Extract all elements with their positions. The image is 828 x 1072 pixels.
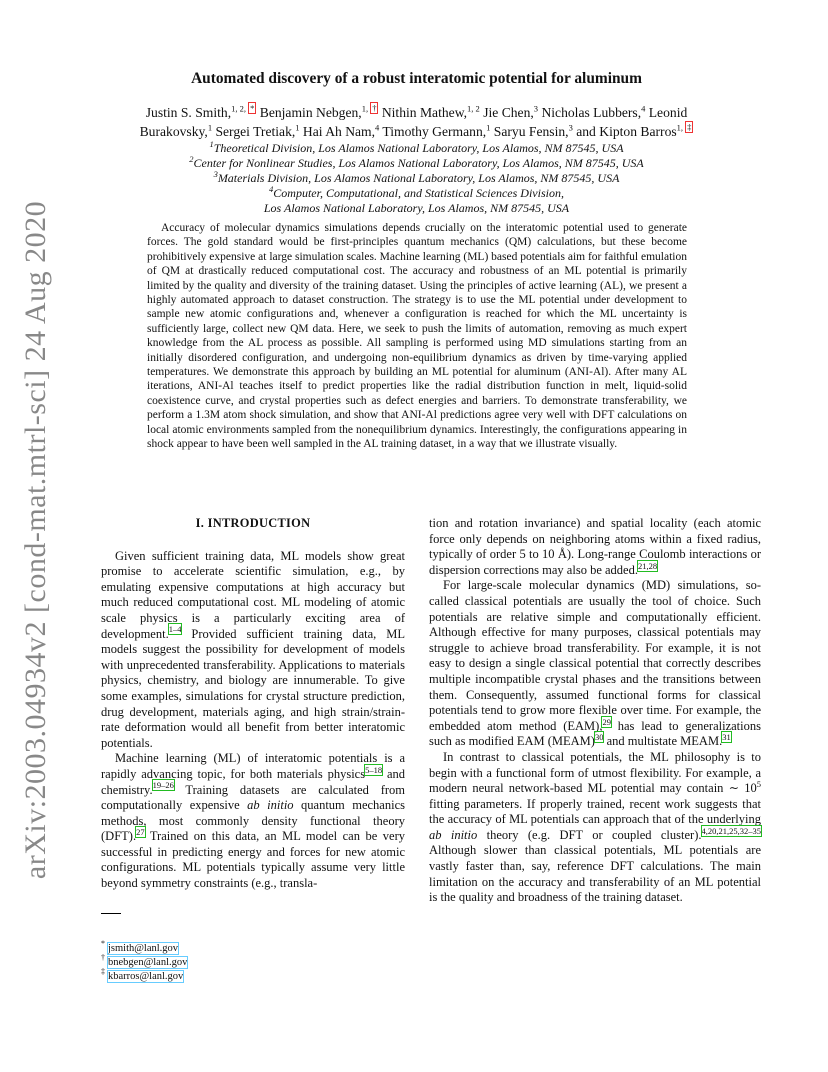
- citation-link[interactable]: 21,28: [637, 560, 658, 571]
- author-name: Nicholas Lubbers,: [538, 105, 642, 120]
- author-affiliation-mark: 3: [568, 122, 573, 133]
- footnote-mark: ‡: [101, 967, 105, 976]
- author-affiliation-mark: 3: [533, 103, 539, 114]
- affiliation-text: Computer, Computational, and Statistical Sciences Division,: [273, 186, 564, 200]
- author-list: [100, 103, 733, 141]
- affiliation-number: 2: [189, 154, 194, 164]
- citation-link[interactable]: 29: [602, 716, 611, 727]
- citation-link[interactable]: 19–26: [152, 780, 174, 791]
- author-affiliation-mark: 1: [486, 122, 491, 133]
- author-name: Sergei Tretiak,: [212, 124, 296, 139]
- affiliation-text: Center for Nonlinear Studies, Los Alamos National Laboratory, Los Alamos, NM 87545, USA: [193, 156, 644, 170]
- body-paragraph: Machine learning (ML) of interatomic potentials is a rapidly advancing topic, for both materials physics$^{5-18}$ and chemistry.$^{19-26}$ Training datasets are calculated from computationally expensive ab initio quantum mechanics methods, most commonly density functional theory (DFT).$^{27}$ Trained on this data, an ML model can be very successful in predicting energy and forces for new atomic configurations. ML potentials typically assume very little beyond symmetry constraints (e.g., transla-: [101, 751, 405, 891]
- author-name: Saryu Fensin,: [490, 124, 569, 139]
- affiliation-line: [100, 141, 733, 156]
- author-name: Timothy Germann,: [379, 124, 487, 139]
- body-paragraph: In contrast to classical potentials, the ML philosophy is to begin with a functional form of utmost flexibility. For example, a modern neural network-based ML potential may contain ∼ $10^5$ fitting parameters. If properly trained, recent work suggests that the accuracy of ML potentials can approach that of the underlying ab initio theory (e.g. DFT or coupled cluster).$^{4,20,21,25,32-35}$ Although slower than classical potentials, ML potentials are vastly faster than, say, reference DFT calculations. The main limitation on the accuracy and transferability of an ML potential is the quality and broadness of the training dataset.: [429, 749, 761, 905]
- section-heading-introduction: I. INTRODUCTION: [195, 516, 311, 530]
- affiliation-line: [100, 186, 733, 201]
- citation-link[interactable]: 30: [594, 732, 604, 743]
- left-column-paragraphs: [101, 549, 405, 892]
- body-paragraph: tion and rotation invariance) and spatial locality (each atomic force only depends on neighboring atoms within a fixed radius, typically of order 5 to 10 Å). Long-range Coulomb interactions or dispersion corrections may also be added.$^{21,28}$: [429, 516, 761, 577]
- footnote-email-link[interactable]: jsmith@lanl.gov: [108, 942, 179, 954]
- author-name: Jie Chen,: [479, 105, 534, 120]
- author-name: Hai Ah Nam,: [299, 124, 376, 139]
- author-footnote-link[interactable]: *: [250, 103, 255, 114]
- footnote: [101, 965, 183, 984]
- author-affiliation-mark: 4: [375, 122, 380, 133]
- arxiv-identifier: arXiv:2003.04934v2 [cond-mat.mtrl-sci] 24 Aug 2020: [19, 200, 52, 880]
- italic-term: ab initio: [247, 798, 294, 813]
- arxiv-sidebar-stamp: [14, 200, 58, 880]
- affiliation-number: 3: [213, 169, 218, 179]
- affiliations: [100, 141, 733, 216]
- citation-link[interactable]: 4,20,21,25,32–35: [701, 825, 761, 836]
- footnote-mark: †: [101, 953, 105, 962]
- citation-link[interactable]: 27: [136, 827, 145, 838]
- author-line-1: [100, 103, 733, 122]
- author-affiliation-mark: 1, 2: [467, 103, 480, 114]
- affiliation-number: 1: [209, 139, 214, 149]
- citation-link[interactable]: 5–18: [365, 764, 383, 775]
- abstract-text: Accuracy of molecular dynamics simulations depends crucially on the interatomic potential used to generate forces. The gold standard would be first-principles quantum mechanics (QM) calculations, but these become prohibitively expensive at large simulation scales. Machine learning (ML) based potentials aim for faithful emulation of QM at drastically reduced computational cost. The accuracy and robustness of an ML potential is primarily limited by the quality and diversity of the training dataset. Using the principles of active learning (AL), we present a highly automated approach to dataset construction. The strategy is to use the ML potential under development to sample new atomic configurations and, whenever a configuration is reached for which the ML uncertainty is sufficiently large, collect new QM data. Here, we seek to push the limits of automation, removing as much expert knowledge from the AL process as possible. All sampling is performed using MD simulations starting from an initially disordered configuration, and undergoing non-equilibrium dynamics as driven by time-varying applied temperatures. We demonstrate this approach by building an ML potential for aluminum (ANI-Al). After many AL iterations, ANI-Al teaches itself to predict properties like the radial distribution function in melt, liquid-solid coexistence curve, and crystal properties such as defect energies and barriers. To demonstrate transferability, we perform a 1.3M atom shock simulation, and show that ANI-Al predictions agree very well with DFT calculations on local atomic environments sampled from the nonequilibrium dynamics. Interestingly, the configurations appearing in shock appear to have been well sampled in the AL training dataset, in a way that we illustrate visually.: [147, 222, 687, 451]
- footnote-email-link[interactable]: kbarros@lanl.gov: [108, 970, 184, 982]
- body-paragraph: Given sufficient training data, ML models show great promise to accelerate scientific simulation, e.g., by emulating expensive computations at high accuracy but much reduced computational cost. ML modeling of atomic scale physics is a particularly exciting area of development.$^{1-4}$ Provided sufficient training data, ML models suggest the possibility for development of models with unprecedented transferability. Applications to materials physics, chemistry, and biology are innumerable. To give some examples, simulations for crystal structure prediction, drug development, materials aging, and high strain/strain-rate deformation would all benefit from better interatomic potentials.: [101, 548, 405, 750]
- affiliation-line: [100, 171, 733, 186]
- author-affiliation-mark: 1,: [361, 103, 371, 114]
- abstract: [147, 221, 687, 452]
- footnote-email-link[interactable]: bnebgen@lanl.gov: [108, 956, 188, 968]
- citation-link[interactable]: 1–4: [168, 624, 182, 635]
- author-name: Benjamin Nebgen,: [256, 105, 362, 120]
- author-affiliation-mark: 1: [207, 122, 213, 133]
- left-column: [101, 516, 405, 892]
- footnote-mark: *: [101, 939, 105, 948]
- author-footnote-link[interactable]: †: [372, 103, 377, 114]
- author-name: Nithin Mathew,: [378, 105, 468, 120]
- affiliation-line: [100, 156, 733, 171]
- citation-link[interactable]: 31: [722, 732, 731, 743]
- author-name: Leonid: [645, 105, 688, 120]
- affiliation-text: Theoretical Division, Los Alamos National Laboratory, Los Alamos, NM 87545, USA: [213, 141, 624, 155]
- affiliation-line: [100, 201, 733, 216]
- author-name: Justin S. Smith,: [145, 105, 232, 120]
- paper-title: Automated discovery of a robust interatomic potential for aluminum: [191, 70, 642, 87]
- footnote-rule: [101, 913, 121, 914]
- right-column-paragraphs: [429, 516, 761, 906]
- author-footnote-link[interactable]: ‡: [687, 122, 692, 133]
- author-name: and Kipton Barros: [572, 124, 677, 139]
- superscript: 5: [756, 778, 761, 789]
- author-affiliation-mark: 1: [295, 122, 300, 133]
- affiliation-text: Los Alamos National Laboratory, Los Alamos, NM 87545, USA: [263, 201, 570, 215]
- author-affiliation-mark: 1, 2,: [231, 103, 249, 114]
- italic-term: ab initio: [429, 827, 478, 842]
- affiliation-number: 4: [269, 184, 274, 194]
- author-name: Burakovsky,: [139, 124, 208, 139]
- author-affiliation-mark: 1,: [676, 122, 686, 133]
- author-line-2: [100, 122, 733, 141]
- right-column: [429, 516, 761, 906]
- author-affiliation-mark: 4: [641, 103, 646, 114]
- body-paragraph: For large-scale molecular dynamics (MD) simulations, so-called classical potentials are usually the tool of choice. Such potentials are relative simple and computationally efficient. Although effective for many purposes, classical potentials may struggle to achieve broad transferability. For example, it is not easy to design a single classical potential that correctly describes multiple incompatible crystal phases and the transitions between them. Consequently, assumed functional forms for classical potentials tend to grow more flexible over time. For example, the embedded atom method (EAM),$^{29}$ has lead to generalizations such as modified EAM (MEAM)$^{30}$ and multistate MEAM.$^{31}$: [429, 578, 761, 749]
- affiliation-text: Materials Division, Los Alamos National Laboratory, Los Alamos, NM 87545, USA: [217, 171, 620, 185]
